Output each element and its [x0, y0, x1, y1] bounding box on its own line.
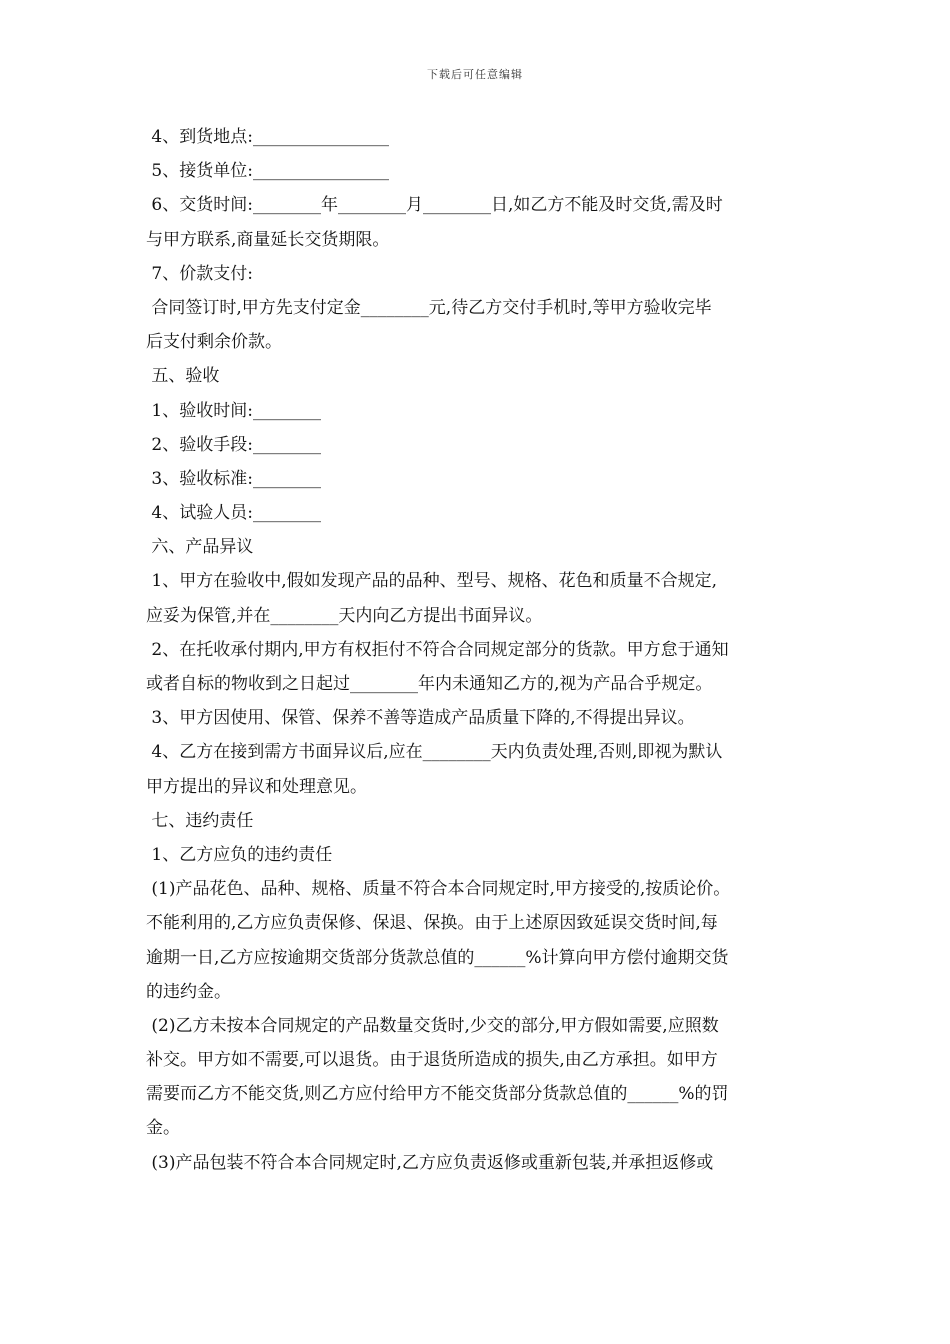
text-line: 4、试验人员:________ [146, 503, 321, 524]
text-line: 应妥为保管,并在________天内向乙方提出书面异议。 [146, 605, 543, 626]
text-line: 1、乙方应负的违约责任 [146, 844, 333, 865]
text-line: 金。 [146, 1118, 180, 1139]
text-line: 1、甲方在验收中,假如发现产品的品种、型号、规格、花色和质量不合规定, [146, 571, 718, 592]
text-line: (3)产品包装不符合本合同规定时,乙方应负责返修或重新包装,并承担返修或 [146, 1152, 714, 1173]
text-line: 逾期一日,乙方应按逾期交货部分货款总值的______%计算向甲方偿付逾期交货 [146, 947, 729, 968]
section-heading: 五、验收 [146, 366, 220, 387]
page-header: 下载后可任意编辑 [427, 68, 523, 81]
text-line: 6、交货时间:________年________月________日,如乙方不能及时交货,需及时 [146, 195, 723, 216]
text-line: 的违约金。 [146, 981, 231, 1002]
text-line: 4、到货地点:________________ [146, 127, 389, 147]
text-line: 甲方提出的异议和处理意见。 [146, 776, 367, 797]
text-line: (1)产品花色、品种、规格、质量不符合本合同规定时,甲方接受的,按质论价。 [146, 879, 731, 900]
text-line: 补交。甲方如不需要,可以退货。由于退货所造成的损失,由乙方承担。如甲方 [146, 1050, 718, 1071]
text-line: 1、验收时间:________ [146, 400, 321, 421]
text-line: 不能利用的,乙方应负责保修、保退、保换。由于上述原因致延误交货时间,每 [146, 913, 718, 934]
section-heading: 六、产品异议 [146, 537, 254, 558]
text-line: 合同签订时,甲方先支付定金________元,待乙方交付手机时,等甲方验收完毕 [146, 297, 712, 318]
text-line: 2、在托收承付期内,甲方有权拒付不符合合同规定部分的货款。甲方怠于通知 [146, 639, 729, 660]
text-line: (2)乙方未按本合同规定的产品数量交货时,少交的部分,甲方假如需要,应照数 [146, 1015, 719, 1036]
text-line: 7、价款支付: [146, 263, 253, 284]
text-line: 2、验收手段:________ [146, 434, 321, 455]
section-heading: 七、违约责任 [146, 810, 254, 831]
text-line: 3、甲方因使用、保管、保养不善等造成产品质量下降的,不得提出异议。 [146, 708, 695, 729]
text-line: 4、乙方在接到需方书面异议后,应在________天内负责处理,否则,即视为默认 [146, 742, 723, 763]
text-line: 后支付剩余价款。 [146, 332, 282, 353]
text-line: 3、验收标准:________ [146, 468, 321, 489]
text-line: 5、接货单位:________________ [146, 161, 389, 182]
text-line: 与甲方联系,商量延长交货期限。 [146, 229, 390, 250]
text-line: 需要而乙方不能交货,则乙方应付给甲方不能交货部分货款总值的______%的罚 [146, 1084, 729, 1105]
text-line: 或者自标的物收到之日起过________年内未通知乙方的,视为产品合乎规定。 [146, 674, 713, 694]
document-body [146, 120, 816, 1180]
